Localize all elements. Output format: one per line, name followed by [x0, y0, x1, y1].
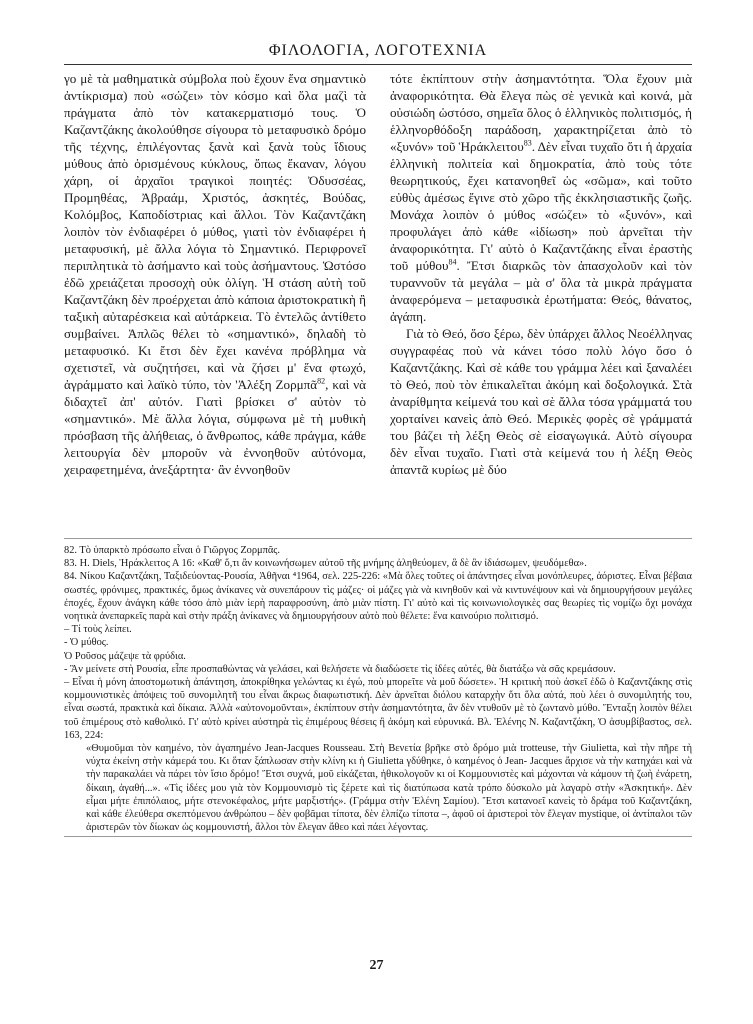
footnote-84-line: - Ἂν μείνετε στὴ Ρουσία, εἶπε προσπαθώντας νὰ γελάσει, καὶ θελήσετε νὰ διαδώσετε τὶς ἰδέες αὐτές, θὰ διατάξω νὰ σᾶς κρεμάσουν. — [64, 663, 616, 675]
footnote-84-intro: 84. Νίκου Καζαντζάκη, Ταξιδεύοντας-Ρουσία, Ἀθῆναι ⁴1964, σελ. 225-226: «Μὰ ὅλες τοῦτες οἱ ἀπάντησες εἶναι μονόπλευρες, ἀόριστες. Εἶναι βέβαια σωστές, φρόνιμες, πρακτικές, ὅμως ἀνίκανες νὰ συνεπάρουν τὶς μάζες· οἱ μάζες γιὰ νὰ κινηθοῦν καὶ νὰ κιντυνέψουν καὶ νὰ δημιουργήσουν μεγάλες ἐποχές, ἔχουν ἀνάγκη κάθε τόσο ἀπὸ μιὰν ἱερὴ παραφροσύνη, ἀπὸ μιὰν πίστη. Γι' αὐτὸ καὶ τὶς κοινωνιολογικὲς σας θεωρίες τὶς νομίζω ὅχι μονάχα νοητικὰ ἀνεπαρκεῖς παρὰ καὶ στὴν πράξη ἀνίκανες νὰ δημιουργήσουν αὐτὸ ποὺ θέλετε: ἕνα καινούριο πολιτισμό. — [64, 571, 692, 623]
right-text-b: . Δὲν εἶναι τυχαῖο ὅτι ἡ ἀρχαία ἑλληνικὴ πολιτεία καὶ δημοκρατία, ἀπὸ τοὺς τότε θεωρητικούς, ἔχει κατανοηθεῖ ὡς «σῶμα», καὶ τοῦτο εὐθὺς ἀμέσως ἔγινε στὸ χῶρο τῆς ἐκκλησιαστικῆς ζωῆς. Μονάχα λοιπὸν ὁ μύθος «σώζει» τὸ «ξυνόν», καὶ προφυλάγει ἀπὸ κάθε «ἰδίωση» ποὺ ἀρνεῖται τὴν ἀναφορικότητα. Γι' αὐτὸ ὁ Καζαντζάκης εἶναι ἐραστὴς τοῦ μύθου — [390, 139, 692, 273]
footnotes — [64, 544, 692, 837]
right-text-a: τότε ἐκπίπτουν στὴν ἀσημαντότητα. Ὅλα ἔχουν μιὰ ἀναφορικότητα. Θὰ ἔλεγα πὼς σὲ γενικὰ καὶ κοινά, μὰ οὐσιώδη ὡστόσο, σημεῖα ὅλος ὁ ἑλληνικὸς πολιτισμός, ἡ ἑλληνορθόδοξη παράδοση, χαρακτηρίζεται ἀπὸ τὸ «ξυνόν» τοῦ Ἡράκλειτου — [390, 71, 692, 154]
footnote-84-quote: «Θυμοῦμαι τὸν καημένο, τὸν ἀγαπημένο Jean-Jacques Rousseau. Στὴ Βενετία βρῆκε στὸ δρόμο μιὰ trotteuse, τὴν Giulietta, καὶ τὴν πῆρε τὴ νύχτα ἐκείνη στὴν κάμερά του. Κι ὅταν ξάπλωσαν στὴν κλίνη κι ἡ Giulietta γδύθηκε, ὁ καημένος ὁ Jean- Jacques ἄρχισε νὰ τὴν κατηχάει καὶ νὰ τὴν παρακαλάει νὰ πάρει τὸν ἴσιο δρόμο! Ἔτσι συχνά, μοῦ εἰκάζεται, ἠθικολογοῦν κι οἱ Κομμουνιστὲς καὶ μάχονται νὰ κάμουν τὴ ζωὴ ἐνάρετη, δίκαιη, ἀγαθή...». «Τὶς ἰδέες μου γιὰ τὸν Κομμουνισμὸ τὶς ξέρετε καὶ τὶς διατύπωσα κατὰ τρόπο δύσκολο μὰ λαγαρὸ στὴν «Ἀσκητική». Δὲν εἶμαι μήτε ἐπιπόλαιος, μήτε στενοκέφαλος, μήτε μαρξιστής». (Γράμμα στὴν Ἑλένη Σαμίου). Ἔτσι κατανοεῖ κανεὶς τὸ δράμα τοῦ Καζαντζάκη, καὶ κάθε ἐλεύθερα σκεπτόμενου ἀνθρώπου – δὲν φοβᾶμαι τίποτα, δὲν ἐλπίζω τίποτα –, ἀφοῦ οἱ ἀριστεροὶ τὸν ἔλεγαν mystique, οἱ ἀντίπαλοι τῶν ἀριστερῶν τὸν δίωκαν ὡς κομμουνιστή, ἄλλοι τὸν ἔλεγαν ἄθεο καὶ πάει λέγοντας. — [64, 742, 692, 837]
right-text-c: . Ἔτσι διαρκῶς τὸν ἀπασχολοῦν καὶ τὸν τυραννοῦν τὰ μεγάλα – μὰ σ' ὅλα τὰ μικρὰ πράγματα ἀναφερόμενα – μεταφυσικὰ ἐρωτήματα: Θεός, θάνατος, ἀγάπη. — [390, 258, 692, 324]
body-columns — [64, 70, 692, 478]
left-text-a: γο μὲ τὰ μαθηματικὰ σύμβολα ποὺ ἔχουν ἕνα σημαντικὸ ἀντίκρισμα) ποὺ «σώζει» τὸν κόσμο καὶ ὅλα μαζὶ τὰ πράγματα ἀπὸ τὸν κατακερματισμό τους. Ὁ Καζαντζάκης ἀκολούθησε σίγουρα τὸ μεταφυσικὸ δρόμο τῆς τέχνης, ἐπιλέγοντας ξανὰ καὶ ξανὰ τοὺς ἴδιους μύθους ἀπὸ ὁρισμένους κύκλους, ὅπως ἔκαναν, λόγου χάρη, οἱ ἀρχαῖοι τραγικοὶ ποιητές: Ὀδυσσέας, Προμηθέας, Ἀβραάμ, Χριστός, ἀσκητές, Βούδας, Κολόμβος, Καποδίστριας καὶ ἄλλοι. Τὸν Καζαντζάκη λοιπὸν τὸν ἐνδιαφέρει ὁ μύθος, γιατὶ τὸν ἐνδιαφέρει ἡ μεταφυσική, μὲ ἄλλα λόγια τὸ Σημαντικό. Περιφρονεῖ περιπλητικὰ τὸ ἀσήμαντο καὶ τοὺς ἀσήμαντους. Ὡστόσο ἐδῶ χρειάζεται προσοχὴ οὐκ ὀλίγη. Ἡ στάση αὐτὴ τοῦ Καζαντζάκη δὲν προέρχεται ἀπὸ κάποια ἀριστοκρατικὴ ἢ ταξικὴ αὐταρέσκεια καὶ αὐτάρκεια. Τὸ ἐντελῶς ἀντίθετο συμβαίνει. Ἁπλῶς θέλει τὸ «σημαντικό», δηλαδὴ τὸ μεταφυσικό. Κι ἔτσι δὲν ἔχει κανένα πρόβλημα νὰ σχετιστεῖ, νὰ συζητήσει, καὶ νὰ ζήσει μ' ἕνα φτωχό, ἀγράμματο καὶ λαϊκὸ τύπο, τὸν 'Ἀλέξη Ζορμπᾶ — [64, 71, 366, 392]
footnote-ref-83: 83 — [523, 138, 532, 148]
footnote-divider — [64, 538, 692, 539]
right-paragraph-1 — [390, 70, 692, 325]
left-text-b: , καὶ νὰ διδαχτεῖ ἀπ' αὐτόν. Γιατὶ βρίσκει σ' αὐτὸν τὸ «σημαντικό». Μὲ ἄλλα λόγια, σύμφωνα μὲ τὴ μυθικὴ πρόσβαση τῆς ἀλήθειας, ὁ ἄνθρωπος, κάθε πράγμα, κάθε λειτουργία δὲν μποροῦν νὰ ἐννοηθοῦν αὐτόνομα, χειραφετημένα, ἀνεξάρτητα· ἂν ἐννοηθοῦν — [64, 377, 366, 477]
footnote-82: 82. Τὸ ὑπαρκτὸ πρόσωπο εἶναι ὁ Γιῶργος Ζορμπᾶς. — [64, 545, 281, 556]
footnote-84-line: – Τί τοὺς λείπει. — [64, 624, 132, 636]
right-paragraph-2: Γιὰ τὸ Θεό, ὅσο ξέρω, δὲν ὑπάρχει ἄλλος Νεοέλληνας συγγραφέας ποὺ νὰ κάνει τόσο πολὺ λόγο ὅσο ὁ Καζαντζάκης. Καὶ σὲ κάθε του γράμμα λέει καὶ ξαναλέει τὸ Θεό, ποὺ τὸν ἐπικαλεῖται ἀκόμη καὶ δοξολογικά. Στὰ ἀναρίθμητα κείμενά του καὶ σὲ ἄλλα τόσα γράμματά του χορταίνει κανεὶς ἀπὸ Θεό. Μερικὲς φορὲς σὲ γράμματά του βάζει τὴ λέξη Θεὸς σὲ εἰσαγωγικά. Αὐτὸ σίγουρα δὲν εἶναι τυχαῖο. Γιατὶ στὰ κείμενά του ἡ λέξη Θεὸς ἀπαντᾶ κυρίως μὲ δύο — [390, 326, 692, 477]
left-paragraph — [64, 70, 366, 478]
right-column — [390, 70, 692, 478]
footnote-84-line: - Ὁ μύθος. — [64, 637, 109, 649]
left-column — [64, 70, 366, 478]
footnote-ref-82: 82 — [317, 376, 326, 386]
page-number: 27 — [369, 958, 384, 973]
footnote-83: 83. H. Diels, Ἡράκλειτος Α 16: «Καθ' ὅ,τι ἂν κοινωνήσωμεν αὐτοῦ τῆς μνήμης ἀληθεύομεν, ἃ δὲ ἂν ἰδιάσωμεν, ψευδόμεθα». — [64, 558, 587, 570]
footnote-84-line: – Εἶναι ἡ μόνη ἀποστομωτικὴ ἀπάντηση, ἀποκρίθηκα γελώντας κι ἐγώ, ποὺ μπορεῖτε νὰ μοῦ δώσετε». Ἡ κριτικὴ ποὺ ἀσκεῖ ἐδῶ ὁ Καζαντζάκης στὶς κομμουνιστικὲς ἀπόψεις τοῦ συνομιλητῆ του εἶναι ἄκρως διαφωτιστική. Δὲν ἀρνεῖται διόλου καταρχὴν ὅτι ὅλα αὐτά, ποὺ λέει ὁ συνομιλητής του, εἶναι σωστά, πρακτικὰ καὶ δίκαια. Ἀλλὰ «αὐτονομοῦνται», ἐκπίπτουν στὴν ἀσημαντότητα, ἂν δὲν ντυθοῦν μὲ τὸ ζωντανὸ μύθο. Ἔνταξη λοιπὸν θέλει τοῦ ἐπιμέρους στὸ καθολικό. Γι' αὐτὸ κρίνει αὐστηρὰ τὶς ἐπιμέρους θέσεις ἢ ἀκόμη καὶ εὐρυνικά. Βλ. Ἑλένης Ν. Καζαντζάκη, Ὁ ἀσυμβίβαστος, σελ. 163, 224: — [64, 677, 692, 741]
footnote-ref-84: 84 — [448, 257, 457, 267]
running-header — [64, 42, 692, 65]
footnote-84-line: Ὁ Ροῦσος μάζεψε τὰ φρύδια. — [64, 650, 186, 662]
running-header-title: ΦΙΛΟΛΟΓΙΑ, ΛΟΓΟΤΕΧΝΙΑ — [268, 42, 488, 59]
